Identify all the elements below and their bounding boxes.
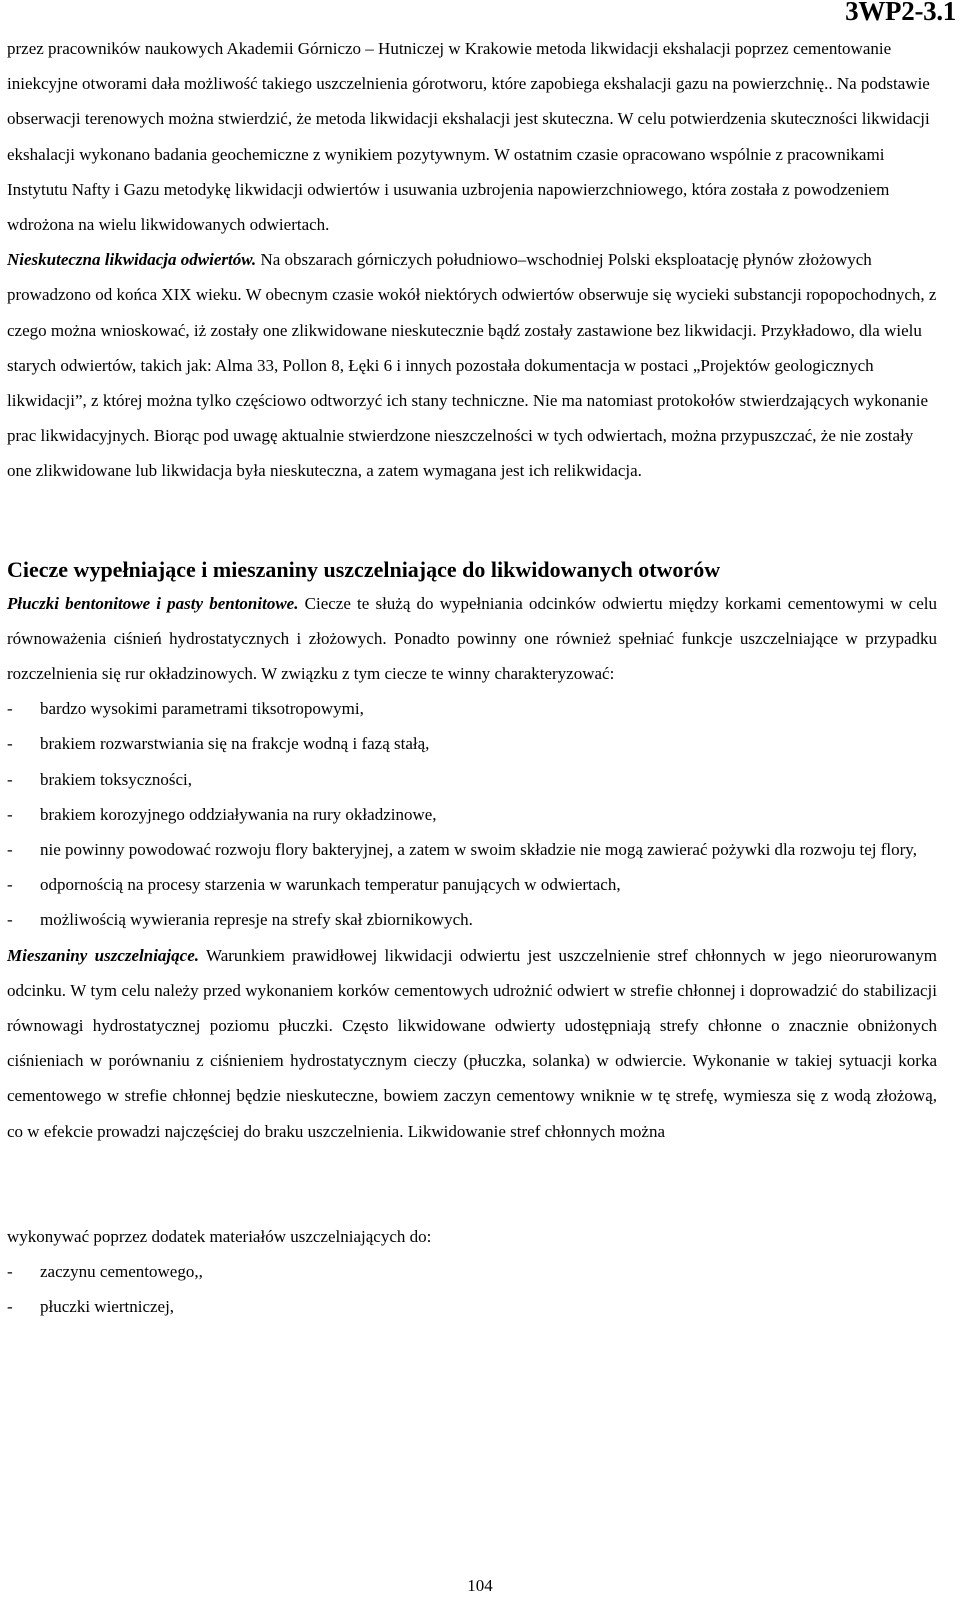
continuation-paragraph: wykonywać poprzez dodatek materiałów uszczelniających do: xyxy=(7,1226,432,1246)
section-title: Ciecze wypełniające i mieszaniny uszczelniające do likwidowanych otworów xyxy=(7,556,721,582)
list-item-text: możliwością wywierania represje na strefy skał zbiornikowych. xyxy=(40,910,473,930)
dash-bullet: - xyxy=(7,734,13,754)
list-item xyxy=(7,867,937,902)
pluczki-lead: Płuczki bentonitowe i pasty bentonitowe. xyxy=(7,593,299,613)
list-item xyxy=(7,1254,937,1289)
page-number: 104 xyxy=(467,1576,493,1595)
mieszaniny-lead: Mieszaniny uszczelniające. xyxy=(7,945,199,965)
dash-bullet: - xyxy=(7,875,13,895)
list-item xyxy=(7,691,937,726)
dash-bullet: - xyxy=(7,1262,13,1282)
mieszaniny-paragraph xyxy=(7,938,937,1149)
nieskuteczna-text: Na obszarach górniczych południowo–wschodniej Polski eksploatację płynów złożowych prowadzono od końca XIX wieku. W obecnym czasie wokół niektórych odwiertów obserwuje się wycieki substancji ropopochodnych, z czego można wnioskować, iż zostały one zlikwidowane nieskutecznie bądź zostały zastawione bez likwidacji. Przykładowo, dla wielu starych odwiertów, takich jak: Alma 33, Pollon 8, Łęki 6 i innych pozostała dokumentacja w postaci „Projektów geologicznych likwidacji”, z której można tylko częściowo odtworzyć ich stany techniczne. Nie ma natomiast protokołów stwierdzających wykonanie prac likwidacyjnych. Biorąc pod uwagę aktualnie stwierdzone nieszczelności w tych odwiertach, można przypuszczać, że nie zostały one zlikwidowane lub likwidacja była nieskuteczna, a zatem wymagana jest ich relikwidacja. xyxy=(7,250,937,481)
nieskuteczna-paragraph xyxy=(7,242,937,488)
dash-bullet: - xyxy=(7,840,13,860)
dash-bullet: - xyxy=(7,699,13,719)
list-item xyxy=(7,726,937,761)
list-item-text: bardzo wysokimi parametrami tiksotropowymi, xyxy=(40,699,364,719)
list-item-text: nie powinny powodować rozwoju flory bakteryjnej, a zatem w swoim składzie nie mogą zawierać pożywki dla rozwoju tej flory, xyxy=(40,840,917,860)
list-item-text: odpornością na procesy starzenia w warunkach temperatur panujących w odwiertach, xyxy=(40,875,621,895)
page-gap xyxy=(7,1149,937,1219)
list-item-text: brakiem toksyczności, xyxy=(40,769,193,789)
document-code: 3WP2-3.1 xyxy=(845,0,956,26)
dash-bullet: - xyxy=(7,804,13,824)
nieskuteczna-lead: Nieskuteczna likwidacja odwiertów. xyxy=(7,250,257,270)
pluczki-requirements-list xyxy=(7,691,937,937)
list-item xyxy=(7,797,937,832)
dash-bullet: - xyxy=(7,910,13,930)
list-item xyxy=(7,832,937,867)
list-item xyxy=(7,762,937,797)
dash-bullet: - xyxy=(7,1297,13,1317)
list-item xyxy=(7,1289,937,1324)
continuation-list xyxy=(7,1254,937,1324)
list-item-text: zaczynu cementowego,, xyxy=(40,1262,203,1282)
list-item-text: płuczki wiertniczej, xyxy=(40,1297,175,1317)
mieszaniny-text: Warunkiem prawidłowej likwidacji odwiertu jest uszczelnienie stref chłonnych w jego nieorurowanym odcinku. W tym celu należy przed wykonaniem korków cementowych udrożnić odwiert w strefie chłonnej i doprowadzić do stabilizacji równowagi hydrostatycznej poziomu płuczki. Często likwidowane odwierty udostępniają strefy chłonne o znacznie obniżonych ciśnieniach w porównaniu z ciśnieniem hydrostatycznym cieczy (płuczka, solanka) w odwiercie. Wykonanie w takiej sytuacji korka cementowego w strefie chłonnej będzie nieskuteczne, bowiem zaczyn cementowy wniknie w tę strefę, wymiesza się z wodą złożową, co w efekcie prowadzi najczęściej do braku uszczelnienia. Likwidowanie stref chłonnych można xyxy=(7,945,937,1141)
list-item-text: brakiem rozwarstwiania się na frakcje wodną i fazą stałą, xyxy=(40,734,430,754)
pluczki-text: Ciecze te służą do wypełniania odcinków odwiertu między korkami cementowymi w celu równoważenia ciśnień hydrostatycznych i złożowych. Ponadto powinny one również spełniać funkcje uszczelniające w przypadku rozczelnienia się rur okładzinowych. W związku z tym ciecze te winny charakteryzować: xyxy=(7,593,937,684)
pluczki-paragraph xyxy=(7,586,937,692)
list-item-text: brakiem korozyjnego oddziaływania na rury okładzinowe, xyxy=(40,804,437,824)
dash-bullet: - xyxy=(7,769,13,789)
page-body xyxy=(7,31,937,1325)
intro-paragraph: przez pracowników naukowych Akademii Górniczo – Hutniczej w Krakowie metoda likwidacji ekshalacji poprzez cementowanie iniekcyjne otworami dała możliwość takiego uszczelnienia górotworu, które zapobiega ekshalacji gazu na powierzchnię.. Na podstawie obserwacji terenowych można stwierdzić, że metoda likwidacji ekshalacji jest skuteczna. W celu potwierdzenia skuteczności likwidacji ekshalacji wykonano badania geochemiczne z wynikiem pozytywnym. W ostatnim czasie opracowano wspólnie z pracownikami Instytutu Nafty i Gazu metodykę likwidacji odwiertów i usuwania uzbrojenia napowierzchniowego, która została z powodzeniem wdrożona na wielu likwidowanych odwiertach. xyxy=(7,39,930,235)
list-item xyxy=(7,902,937,937)
